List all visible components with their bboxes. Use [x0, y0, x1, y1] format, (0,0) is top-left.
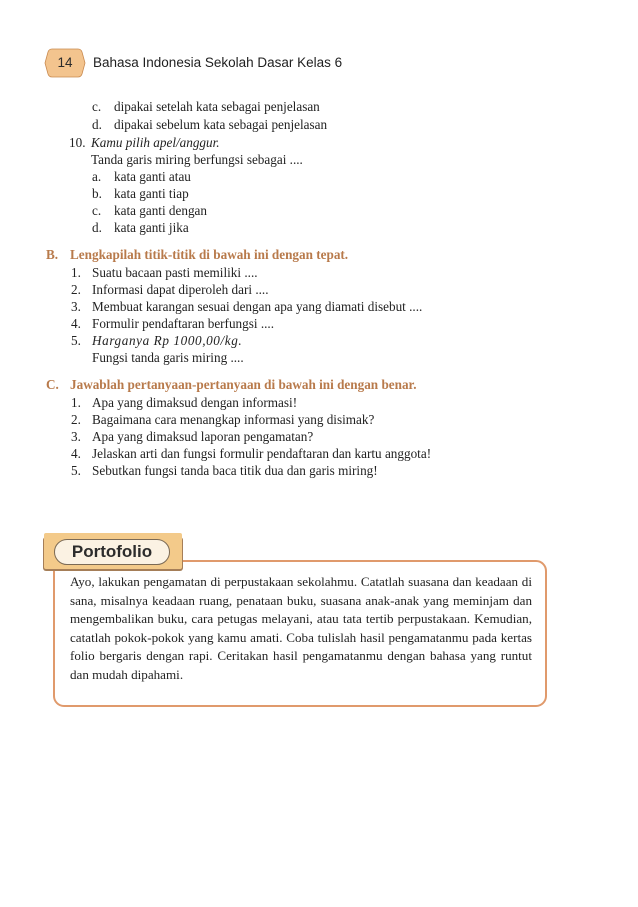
item-5-followup: Fungsi tanda garis miring ....: [92, 350, 244, 365]
list-item: 2. Informasi dapat diperoleh dari ....: [71, 282, 269, 297]
list-item: c. dipakai setelah kata sebagai penjelasan: [92, 99, 320, 114]
list-item: b. kata ganti tiap: [92, 186, 189, 201]
list-item: 2. Bagaimana cara menangkap informasi yang disimak?: [71, 412, 375, 427]
book-title: Bahasa Indonesia Sekolah Dasar Kelas 6: [93, 55, 343, 70]
question-10: 10. Kamu pilih apel/anggur.: [69, 135, 220, 150]
list-item: 4. Formulir pendaftaran berfungsi ....: [71, 316, 275, 331]
section-b-heading: B. Lengkapilah titik-titik di bawah ini dengan tepat.: [46, 247, 349, 262]
list-item: 3. Apa yang dimaksud laporan pengamatan?: [71, 429, 314, 444]
list-item: 3. Membuat karangan sesuai dengan apa yang diamati disebut ....: [71, 299, 423, 314]
section-c-heading: C. Jawablah pertanyaan-pertanyaan di bawah ini dengan benar.: [46, 377, 417, 392]
list-item: d. dipakai sebelum kata sebagai penjelasan: [92, 117, 328, 132]
list-item: d. kata ganti jika: [92, 220, 189, 235]
list-item: 1. Apa yang dimaksud dengan informasi!: [71, 395, 298, 410]
list-item: 4. Jelaskan arti dan fungsi formulir pendaftaran dan kartu anggota!: [71, 446, 432, 461]
list-item: 5. Harganya Rp 1000,00/kg.: [71, 333, 243, 348]
page-number: 14: [57, 55, 73, 70]
question-10-prompt: Tanda garis miring berfungsi sebagai ....: [91, 152, 303, 167]
portfolio-tab: [44, 533, 182, 569]
page-number-badge: [44, 48, 86, 78]
list-item: a. kata ganti atau: [92, 169, 191, 184]
question-10-sentence: Kamu pilih apel/anggur.: [91, 135, 220, 150]
page-header: [44, 46, 604, 80]
portfolio-title: Portofolio: [54, 539, 170, 565]
portfolio-text: Ayo, lakukan pengamatan di perpustakaan sekolahmu. Catatlah suasana dan keadaan di sana, misalnya keadaan ruang, penataan buku, suasana anak-anak yang meminjam dan mengembalikan buku, cara petugas melayani, atau tata tertib perpustakaan. Kemudian, catatlah pokok-pokok yang kamu amati. Coba tulislah hasil pengamatanmu pada kertas folio bergaris dengan rapi. Ceritakan hasil pengamatanmu dengan bahasa yang runtut dan mudah dipahami.: [70, 574, 532, 682]
list-item: 1. Suatu bacaan pasti memiliki ....: [71, 265, 258, 280]
list-item: c. kata ganti dengan: [92, 203, 208, 218]
list-item: 5. Sebutkan fungsi tanda baca titik dua dan garis miring!: [71, 463, 378, 478]
